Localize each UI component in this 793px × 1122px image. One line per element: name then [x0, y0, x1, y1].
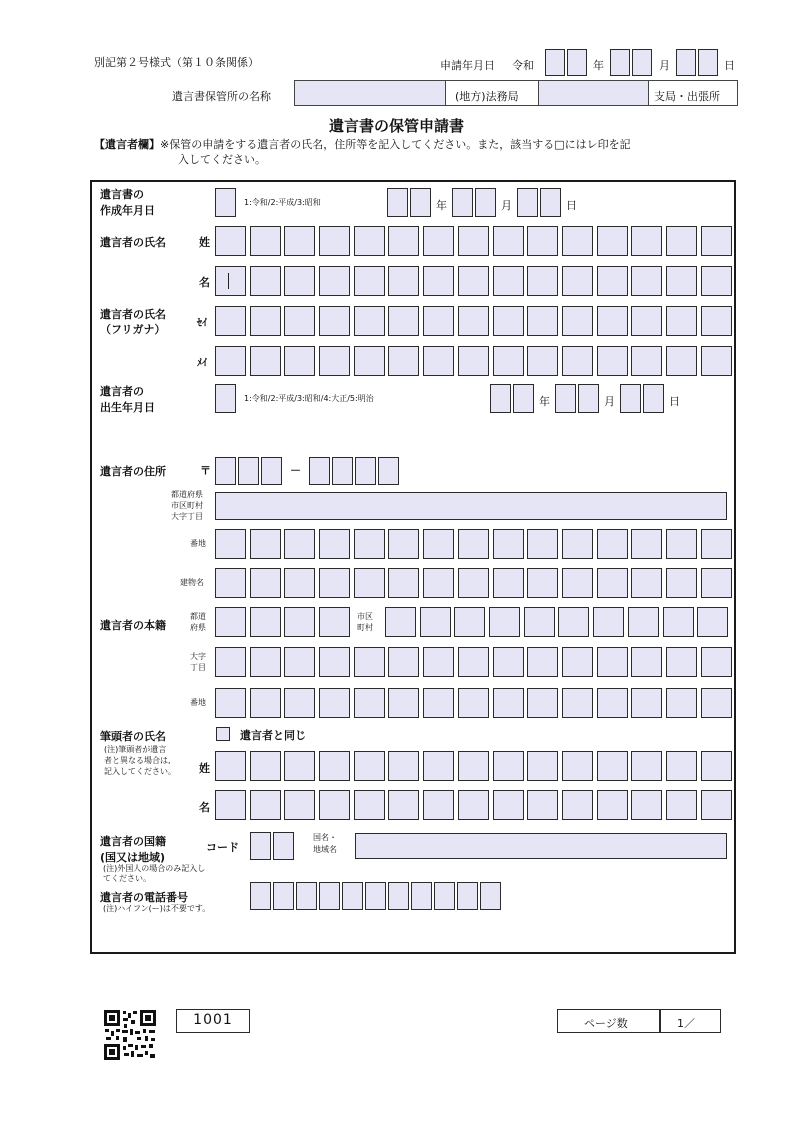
domicile-aza-cell[interactable]: [215, 647, 246, 677]
domicile-aza-cells[interactable]: [215, 647, 735, 677]
address-building-cell[interactable]: [527, 568, 558, 598]
surname-cell[interactable]: [250, 226, 281, 256]
head-surname-cell[interactable]: [215, 751, 246, 781]
creation-year-unit: 年: [436, 199, 447, 212]
domicile-lot-cell[interactable]: [215, 688, 246, 718]
domicile-pref-cell[interactable]: [215, 607, 246, 637]
mei-cell[interactable]: [666, 346, 697, 376]
domicile-pref-cell[interactable]: [284, 607, 315, 637]
address-lot-cell[interactable]: [493, 529, 524, 559]
sei-cell[interactable]: [319, 306, 350, 336]
address-building-label: 建物名: [180, 578, 204, 587]
given-name-cell[interactable]: [631, 266, 662, 296]
nationality-label-2: (国又は地域): [100, 851, 166, 864]
head-given-cell[interactable]: [319, 790, 350, 820]
domicile-city-cell[interactable]: [697, 607, 728, 637]
creation-month-cell-1[interactable]: [452, 188, 473, 217]
page-count-box: [557, 1009, 721, 1033]
domicile-city-cell[interactable]: [628, 607, 659, 637]
address-lot-cell[interactable]: [666, 529, 697, 559]
domicile-aza-cell[interactable]: [562, 647, 593, 677]
postal-code-first-cell[interactable]: [215, 457, 236, 485]
head-given-cell[interactable]: [527, 790, 558, 820]
pref-city-label-1: 都道府県: [171, 490, 203, 499]
phone-number-cell[interactable]: [434, 882, 455, 910]
surname-cell[interactable]: [527, 226, 558, 256]
domicile-city-label-2: 町村: [357, 623, 373, 632]
creation-year-cell-1[interactable]: [387, 188, 408, 217]
furigana-label-2: （フリガナ）: [100, 323, 166, 336]
given-name-cell[interactable]: [388, 266, 419, 296]
head-surname-cell[interactable]: [527, 751, 558, 781]
checkbox-mark-icon: □: [554, 138, 565, 151]
creation-date-label-2: 作成年月日: [100, 204, 155, 217]
birth-day-cell-1[interactable]: [620, 384, 641, 413]
surname-cell[interactable]: [354, 226, 385, 256]
domicile-aza-label-1: 大字: [190, 652, 206, 661]
postal-code-first-cells[interactable]: [215, 457, 284, 485]
domicile-city-cell[interactable]: [558, 607, 589, 637]
head-given-label: 名: [199, 801, 210, 814]
phone-number-cell[interactable]: [250, 882, 271, 910]
address-building-cell[interactable]: [423, 568, 454, 598]
given-name-cell[interactable]: [458, 266, 489, 296]
surname-cell[interactable]: [701, 226, 732, 256]
creation-era-options: 1:令和/2:平成/3:昭和: [244, 198, 321, 207]
birth-year-cell-2[interactable]: [513, 384, 534, 413]
country-code-cell[interactable]: [250, 832, 271, 860]
address-lot-cell[interactable]: [250, 529, 281, 559]
domicile-aza-cell[interactable]: [423, 647, 454, 677]
address-building-cell[interactable]: [319, 568, 350, 598]
domicile-lot-cell[interactable]: [701, 688, 732, 718]
domicile-pref-label-2: 府県: [190, 623, 206, 632]
head-surname-cell[interactable]: [423, 751, 454, 781]
domicile-aza-cell[interactable]: [493, 647, 524, 677]
section-label: 【遺言者欄】: [94, 138, 160, 151]
office-branch-input[interactable]: [539, 81, 648, 105]
instruction-tail-1: にはレ印を記: [564, 138, 631, 151]
postal-code-second-cells[interactable]: [309, 457, 401, 485]
head-surname-label: 姓: [199, 762, 210, 775]
head-given-cell[interactable]: [423, 790, 454, 820]
address-building-cell[interactable]: [354, 568, 385, 598]
domicile-label: 遺言者の本籍: [100, 619, 166, 632]
surname-cell[interactable]: [458, 226, 489, 256]
page-count-value: 1／: [677, 1017, 695, 1030]
domicile-city-cell[interactable]: [454, 607, 485, 637]
address-building-cell[interactable]: [631, 568, 662, 598]
domicile-aza-cell[interactable]: [597, 647, 628, 677]
surname-label: 姓: [199, 236, 210, 249]
given-name-cell[interactable]: [250, 266, 281, 296]
domicile-city-cell[interactable]: [420, 607, 451, 637]
head-given-cell[interactable]: [215, 790, 246, 820]
application-month-cell-2[interactable]: [632, 49, 652, 76]
address-building-cell[interactable]: [458, 568, 489, 598]
address-building-cells[interactable]: [215, 568, 735, 598]
birth-year-cell-1[interactable]: [490, 384, 511, 413]
head-surname-cell[interactable]: [458, 751, 489, 781]
creation-month-unit: 月: [501, 199, 512, 212]
phone-number-cell[interactable]: [342, 882, 363, 910]
domicile-lot-cell[interactable]: [458, 688, 489, 718]
mei-cell[interactable]: [631, 346, 662, 376]
application-day-unit: 日: [724, 59, 735, 72]
given-name-cell[interactable]: [284, 266, 315, 296]
head-given-cell[interactable]: [631, 790, 662, 820]
office-label: 遺言書保管所の名称: [172, 90, 271, 103]
domicile-aza-cell[interactable]: [250, 647, 281, 677]
head-given-cell[interactable]: [666, 790, 697, 820]
address-lot-cell[interactable]: [597, 529, 628, 559]
address-building-cell[interactable]: [388, 568, 419, 598]
sei-cell[interactable]: [215, 306, 246, 336]
head-of-family-note-2: 者と異なる場合は,: [104, 756, 171, 765]
mei-cell[interactable]: [527, 346, 558, 376]
postal-mark-icon: 〒: [200, 464, 211, 477]
address-lot-cell[interactable]: [458, 529, 489, 559]
office-bureau-input[interactable]: [295, 81, 445, 105]
application-date-label: 申請年月日: [440, 59, 495, 72]
page-title: 遺言書の保管申請書: [328, 117, 464, 135]
given-name-cell[interactable]: [527, 266, 558, 296]
creation-era-code-cell[interactable]: [215, 188, 236, 217]
address-building-cell[interactable]: [597, 568, 628, 598]
birth-era-code-cell[interactable]: [215, 384, 236, 413]
address-lot-cell[interactable]: [284, 529, 315, 559]
given-name-cell[interactable]: [319, 266, 350, 296]
domicile-lot-cell[interactable]: [562, 688, 593, 718]
head-given-cell[interactable]: [354, 790, 385, 820]
address-lot-label: 番地: [190, 539, 206, 548]
head-of-family-note-3: 記入してください。: [104, 767, 176, 776]
address-lot-cell[interactable]: [388, 529, 419, 559]
address-building-cell[interactable]: [250, 568, 281, 598]
surname-cell[interactable]: [319, 226, 350, 256]
address-lot-cell[interactable]: [215, 529, 246, 559]
domicile-lot-label: 番地: [190, 698, 206, 707]
sei-cell[interactable]: [388, 306, 419, 336]
domicile-lot-cell[interactable]: [319, 688, 350, 718]
sei-cell[interactable]: [458, 306, 489, 336]
head-of-family-label: 筆頭者の氏名: [100, 730, 166, 743]
mei-cell[interactable]: [458, 346, 489, 376]
address-lot-cell[interactable]: [319, 529, 350, 559]
surname-cell[interactable]: [423, 226, 454, 256]
sei-cell[interactable]: [597, 306, 628, 336]
phone-number-cell[interactable]: [480, 882, 501, 910]
address-lot-cell[interactable]: [423, 529, 454, 559]
given-name-cells[interactable]: [215, 266, 735, 296]
sei-cell[interactable]: [284, 306, 315, 336]
sei-cell[interactable]: [666, 306, 697, 336]
birth-month-cell-2[interactable]: [578, 384, 599, 413]
mei-cell[interactable]: [597, 346, 628, 376]
birth-era-options: 1:令和/2:平成/3:昭和/4:大正/5:明治: [244, 394, 374, 403]
creation-date-label-1: 遺言書の: [100, 188, 144, 201]
head-surname-cell[interactable]: [493, 751, 524, 781]
phone-number-cell[interactable]: [457, 882, 478, 910]
sei-cell[interactable]: [423, 306, 454, 336]
mei-label: ﾒｲ: [197, 358, 207, 369]
application-year-cell-1[interactable]: [545, 49, 565, 76]
domicile-pref-cells[interactable]: [215, 607, 354, 637]
country-name-input[interactable]: [355, 833, 727, 859]
birth-year-unit: 年: [539, 395, 550, 408]
country-code-label: コード: [206, 841, 239, 854]
surname-cell[interactable]: [284, 226, 315, 256]
domicile-lot-cell[interactable]: [354, 688, 385, 718]
domicile-city-cell[interactable]: [524, 607, 555, 637]
head-surname-cell[interactable]: [284, 751, 315, 781]
given-name-cell[interactable]: [562, 266, 593, 296]
head-surname-cell[interactable]: [701, 751, 732, 781]
head-given-cell[interactable]: [597, 790, 628, 820]
application-year-cell-2[interactable]: [567, 49, 587, 76]
given-name-cell[interactable]: [354, 266, 385, 296]
domicile-aza-cell[interactable]: [458, 647, 489, 677]
mei-cell[interactable]: [562, 346, 593, 376]
address-building-cell[interactable]: [215, 568, 246, 598]
birth-month-cell-1[interactable]: [555, 384, 576, 413]
head-surname-cell[interactable]: [562, 751, 593, 781]
head-surname-cell[interactable]: [250, 751, 281, 781]
given-name-cell[interactable]: [597, 266, 628, 296]
creation-day-cell-1[interactable]: [517, 188, 538, 217]
branch-label: 支局・出張所: [654, 90, 720, 103]
head-given-cells[interactable]: [215, 790, 735, 820]
address-lot-cells[interactable]: [215, 529, 735, 559]
sei-cells[interactable]: [215, 306, 735, 336]
address-lot-cell[interactable]: [354, 529, 385, 559]
head-given-cell[interactable]: [562, 790, 593, 820]
domicile-city-label-1: 市区: [357, 612, 373, 621]
application-month-unit: 月: [659, 59, 670, 72]
postal-code-second-cell[interactable]: [355, 457, 376, 485]
phone-number-cell[interactable]: [296, 882, 317, 910]
country-code-cells[interactable]: [250, 832, 296, 860]
country-name-label-1: 国名・: [313, 833, 337, 842]
head-given-cell[interactable]: [284, 790, 315, 820]
given-name-cell[interactable]: [423, 266, 454, 296]
surname-cell[interactable]: [666, 226, 697, 256]
address-building-cell[interactable]: [701, 568, 732, 598]
domicile-aza-cell[interactable]: [319, 647, 350, 677]
postal-code-first-cell[interactable]: [238, 457, 259, 485]
surname-cell[interactable]: [562, 226, 593, 256]
pref-city-label-2: 市区町村: [171, 501, 203, 510]
given-name-cell[interactable]: [493, 266, 524, 296]
instruction-tail-2: 入してください。: [178, 153, 266, 166]
domicile-aza-cell[interactable]: [631, 647, 662, 677]
sei-cell[interactable]: [701, 306, 732, 336]
form-reference: 別記第２号様式（第１０条関係）: [94, 56, 259, 69]
domicile-aza-cell[interactable]: [284, 647, 315, 677]
domicile-aza-cell[interactable]: [354, 647, 385, 677]
mei-cell[interactable]: [250, 346, 281, 376]
sei-cell[interactable]: [527, 306, 558, 336]
head-given-cell[interactable]: [388, 790, 419, 820]
application-era: 令和: [512, 59, 534, 72]
surname-cell[interactable]: [388, 226, 419, 256]
phone-number-cell[interactable]: [411, 882, 432, 910]
nationality-note-2: てください。: [103, 874, 151, 883]
domicile-lot-cell[interactable]: [423, 688, 454, 718]
domicile-lot-cell[interactable]: [666, 688, 697, 718]
domicile-city-cell[interactable]: [593, 607, 624, 637]
head-surname-cell[interactable]: [631, 751, 662, 781]
postal-code-second-cell[interactable]: [378, 457, 399, 485]
creation-day-cell-2[interactable]: [540, 188, 561, 217]
address-building-cell[interactable]: [493, 568, 524, 598]
domicile-aza-cell[interactable]: [527, 647, 558, 677]
same-as-testator-checkbox[interactable]: [216, 727, 230, 741]
creation-month-cell-2[interactable]: [475, 188, 496, 217]
postal-code-first-cell[interactable]: [261, 457, 282, 485]
domicile-aza-cell[interactable]: [388, 647, 419, 677]
address-building-cell[interactable]: [666, 568, 697, 598]
surname-cells[interactable]: [215, 226, 735, 256]
application-year-unit: 年: [593, 59, 604, 72]
head-given-cell[interactable]: [493, 790, 524, 820]
domicile-pref-cell[interactable]: [319, 607, 350, 637]
same-as-testator-label: 遺言者と同じ: [240, 729, 306, 742]
creation-year-cell-2[interactable]: [410, 188, 431, 217]
mei-cell[interactable]: [354, 346, 385, 376]
creation-day-unit: 日: [566, 199, 577, 212]
mei-cell[interactable]: [319, 346, 350, 376]
address-pref-city-input[interactable]: [215, 492, 727, 520]
address-building-cell[interactable]: [284, 568, 315, 598]
nationality-label-1: 遺言者の国籍: [100, 835, 166, 848]
postal-code-second-cell[interactable]: [332, 457, 353, 485]
sei-cell[interactable]: [354, 306, 385, 336]
mei-cell[interactable]: [388, 346, 419, 376]
address-lot-cell[interactable]: [631, 529, 662, 559]
domicile-aza-cell[interactable]: [666, 647, 697, 677]
domicile-lot-cell[interactable]: [631, 688, 662, 718]
form-code: 1001: [176, 1009, 250, 1033]
birth-date-label-2: 出生年月日: [100, 401, 155, 414]
head-given-cell[interactable]: [701, 790, 732, 820]
domicile-lot-cell[interactable]: [597, 688, 628, 718]
address-label: 遺言者の住所: [100, 465, 166, 478]
mei-cell[interactable]: [215, 346, 246, 376]
postal-code-second-cell[interactable]: [309, 457, 330, 485]
head-surname-cell[interactable]: [597, 751, 628, 781]
phone-number-cell[interactable]: [319, 882, 340, 910]
domicile-city-cell[interactable]: [663, 607, 694, 637]
birth-month-unit: 月: [604, 395, 615, 408]
surname-cell[interactable]: [597, 226, 628, 256]
birth-day-cell-2[interactable]: [643, 384, 664, 413]
domicile-city-cell[interactable]: [385, 607, 416, 637]
phone-number-cell[interactable]: [365, 882, 386, 910]
domicile-aza-label-2: 丁目: [190, 663, 206, 672]
address-lot-cell[interactable]: [562, 529, 593, 559]
country-name-label-2: 地域名: [313, 845, 337, 854]
pref-city-label-3: 大字丁目: [171, 512, 203, 521]
country-code-cell[interactable]: [273, 832, 294, 860]
postal-dash: －: [290, 464, 301, 477]
mei-cells[interactable]: [215, 346, 735, 376]
domicile-city-cells[interactable]: [385, 607, 732, 637]
domicile-lot-cell[interactable]: [493, 688, 524, 718]
given-name-cell[interactable]: [666, 266, 697, 296]
mei-cell[interactable]: [493, 346, 524, 376]
head-surname-cell[interactable]: [354, 751, 385, 781]
head-surname-cell[interactable]: [388, 751, 419, 781]
head-surname-cells[interactable]: [215, 751, 735, 781]
head-of-family-note-1: (注)筆頭者が遺言: [104, 745, 167, 754]
instruction-text: [94, 137, 744, 167]
birth-date-label-1: 遺言者の: [100, 385, 144, 398]
page-count-label: ページ数: [584, 1017, 628, 1030]
furigana-label-1: 遺言者の氏名: [100, 308, 166, 321]
sei-cell[interactable]: [250, 306, 281, 336]
domicile-pref-label-1: 都道: [190, 612, 206, 621]
application-month-cell-1[interactable]: [610, 49, 630, 76]
application-day-cell-1[interactable]: [676, 49, 696, 76]
sei-cell[interactable]: [631, 306, 662, 336]
domicile-lot-cells[interactable]: [215, 688, 735, 718]
nationality-note-1: (注)外国人の場合のみ記入し: [103, 864, 206, 873]
given-name-cell[interactable]: [701, 266, 732, 296]
phone-label: 遺言者の電話番号: [100, 891, 188, 904]
text-cursor: [228, 273, 229, 289]
bureau-label: (地方)法務局: [455, 90, 519, 103]
phone-number-cells[interactable]: [250, 882, 503, 910]
instruction-main: ※保管の申請をする遺言者の氏名，住所等を記入してください。また，該当する: [160, 138, 555, 151]
domicile-lot-cell[interactable]: [527, 688, 558, 718]
head-surname-cell[interactable]: [319, 751, 350, 781]
head-surname-cell[interactable]: [666, 751, 697, 781]
address-building-cell[interactable]: [562, 568, 593, 598]
head-given-cell[interactable]: [458, 790, 489, 820]
mei-cell[interactable]: [284, 346, 315, 376]
domicile-city-cell[interactable]: [489, 607, 520, 637]
phone-number-cell[interactable]: [273, 882, 294, 910]
address-lot-cell[interactable]: [701, 529, 732, 559]
address-lot-cell[interactable]: [527, 529, 558, 559]
phone-note: (注)ハイフン(ー)は不要です。: [103, 904, 211, 913]
sei-label: ｾｲ: [197, 318, 207, 329]
mei-cell[interactable]: [423, 346, 454, 376]
sei-cell[interactable]: [493, 306, 524, 336]
sei-cell[interactable]: [562, 306, 593, 336]
surname-cell[interactable]: [215, 226, 246, 256]
qr-code-icon: [104, 1010, 156, 1060]
phone-number-cell[interactable]: [388, 882, 409, 910]
domicile-pref-cell[interactable]: [250, 607, 281, 637]
given-name-cell[interactable]: [215, 266, 246, 296]
surname-cell[interactable]: [493, 226, 524, 256]
mei-cell[interactable]: [701, 346, 732, 376]
domicile-lot-cell[interactable]: [284, 688, 315, 718]
name-label: 遺言者の氏名: [100, 236, 166, 249]
birth-day-unit: 日: [669, 395, 680, 408]
domicile-lot-cell[interactable]: [250, 688, 281, 718]
application-day-cell-2[interactable]: [698, 49, 718, 76]
head-given-cell[interactable]: [250, 790, 281, 820]
domicile-lot-cell[interactable]: [388, 688, 419, 718]
given-name-label: 名: [199, 276, 210, 289]
surname-cell[interactable]: [631, 226, 662, 256]
domicile-aza-cell[interactable]: [701, 647, 732, 677]
